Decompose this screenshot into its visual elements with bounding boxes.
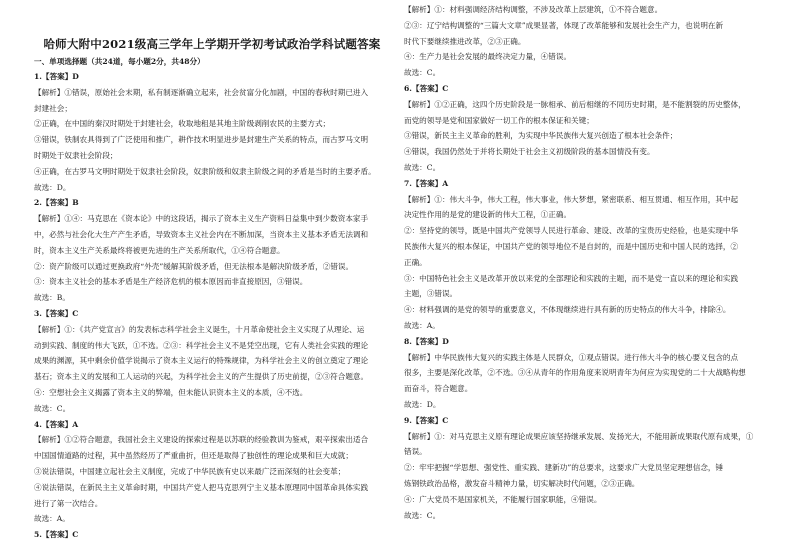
text-line: 成果的渊源，其中剩余价值学说揭示了资本主义运行的特殊规律，为科学社会主义的创立奠定了理论	[34, 356, 369, 366]
text-line: 故选：A。	[34, 514, 70, 524]
text-line: 故选：D。	[34, 182, 71, 192]
left-column	[34, 0, 390, 543]
text-line: 【解析】①：《共产党宣言》的发表标志科学社会主义诞生，十月革命使社会主义实现了从理论、运	[34, 324, 365, 334]
text-line: 故选：C。	[404, 68, 441, 78]
text-line: ③说法错误，中国建立起社会主义制度，完成了中华民族有史以来最广泛而深刻的社会变革；	[34, 466, 346, 476]
text-line: ②：坚持党的领导，既是中国共产党领导人民进行革命、建设、改革的宝贵历史经验，也是实现中华	[404, 226, 739, 236]
text-line: 故选：C。	[404, 162, 441, 172]
answer-heading: 2.【答案】B	[34, 198, 79, 208]
text-line: 动到实践、制度的伟大飞跃，①不选。②③：科学社会主义不是凭空出现，它有人类社会实践的理论	[34, 340, 369, 350]
text-line: 而党的领导是党和国家做好一切工作的根本保证和关键；	[404, 115, 594, 125]
section-heading: 一、单项选择题（共24道，每小题2分，共48分）	[34, 57, 205, 66]
text-line: 正确。	[404, 257, 427, 267]
answer-heading: 9.【答案】C	[404, 415, 449, 425]
text-line: ③：中国特色社会主义是改革开放以来党的全部理论和实践的主题，而不是党一直以来的理论和实践	[404, 273, 739, 283]
text-line: 进行了第一次结合。	[34, 498, 103, 508]
answer-heading: 3.【答案】C	[34, 308, 79, 318]
answer-heading: 4.【答案】A	[34, 419, 79, 429]
text-line: 【解析】①：伟大斗争，伟大工程，伟大事业，伟大梦想，紧密联系、相互贯通、相互作用，其中起	[404, 194, 739, 204]
text-line: 基石；资本主义的发展和工人运动的兴起，为科学社会主义的产生提供了历史前提，②③符合题意。	[34, 372, 369, 382]
text-line: 民族伟大复兴的根本保证，中国共产党的领导地位不是自封的，而是中国历史和中国人民的选择，②	[404, 241, 739, 251]
text-line: 故选：C。	[34, 403, 71, 413]
text-line: ④：材料强调的是党的领导的重要意义，不体现继续进行具有新的历史特点的伟大斗争，排除④。	[404, 305, 731, 315]
text-line: ②：资产阶级可以通过更换政府“外壳”缓解其阶级矛盾，但无法根本是解决阶级矛盾，②错误。	[34, 261, 354, 271]
left-text-block	[34, 69, 390, 543]
answer-heading: 5.【答案】C	[34, 530, 79, 540]
answer-heading: 6.【答案】C	[404, 83, 449, 93]
text-line: 很多，主要是深化改革，②不选。③④从青年的作用角度来说明青年为何应为实现党的二十大战略构想	[404, 368, 746, 378]
text-line: ③：资本主义社会的基本矛盾是生产经济危机的根本原因而非直接原因，③错误。	[34, 277, 308, 287]
text-line: ④：空想社会主义揭露了资本主义的弊端，但未能认识资本主义的本质，④不选。	[34, 387, 308, 397]
text-line: 错误。	[404, 447, 427, 457]
text-line: 封建社会；	[34, 103, 72, 113]
text-line: 主题，③错误。	[404, 289, 458, 299]
answer-heading: 7.【答案】A	[404, 178, 449, 188]
answer-heading: 8.【答案】D	[404, 336, 449, 346]
text-line: 决定性作用的是党的建设新的伟大工程，①正确。	[404, 210, 572, 220]
text-line: 时期处于奴隶社会阶段；	[34, 150, 118, 160]
text-line: 中，必然与社会化大生产产生矛盾，导致资本主义社会内在不断加深，当资本主义基本矛盾无法调和	[34, 229, 369, 239]
text-line: ②正确，在中国的秦汉时期处于封建社会，收取地租是其地主阶级剥削农民的主要方式；	[34, 119, 331, 129]
answer-heading: 1.【答案】D	[34, 72, 79, 81]
text-line: ③错误，铁制农具得到了广泛使用和推广，耕作技术明显进步是封建生产关系的特点，而古罗马文明	[34, 135, 369, 145]
text-line: 而奋斗，符合题意。	[404, 384, 473, 394]
text-line: 【解析】①：对马克思主义原有理论成果应该坚持继承发展、发扬光大，不能用新成果取代原有成果，①	[404, 431, 754, 441]
text-line: 【解析】①④：马克思在《资本论》中的这段话，揭示了资本主义生产资料日益集中到少数资本家手	[34, 214, 369, 224]
text-line: 故选：C。	[404, 510, 441, 520]
text-line: 【解析】中华民族伟大复兴的实践主体是人民群众，①观点错误。进行伟大斗争的核心要义包含的点	[404, 352, 739, 362]
text-line: 【解析】①②符合题意，我国社会主义建设的探索过程是以苏联的经验教训为鉴戒，艰辛探索出适合	[34, 435, 369, 445]
text-line: 时，资本主义生产关系最终将被更先进的生产关系所取代，①④符合题意。	[34, 245, 285, 255]
text-line: ④说法错误，在新民主主义革命时期，中国共产党人把马克思列宁主义基本原理同中国革命具体实践	[34, 482, 369, 492]
text-line: 故选：D。	[404, 399, 441, 409]
text-line: ③错误，新民主主义革命的胜利，为实现中华民族伟大复兴创造了根本社会条件；	[404, 131, 678, 141]
text-line: 【解析】①：材料强调经济结构调整，不涉及改革上层建筑，①不符合题意。	[404, 5, 663, 14]
right-column	[404, 0, 766, 523]
text-line: 故选：A。	[404, 320, 440, 330]
text-line: ④正确，在古罗马文明时期处于奴隶社会阶段，奴隶阶级和奴隶主阶级之间的矛盾是当时的主要矛盾。	[34, 166, 376, 176]
text-line: ④：广大党员不是国家机关，不能履行国家职能，④错误。	[404, 494, 602, 504]
text-line: 中国国情道路的过程，其中虽然经历了严重曲折，但还是取得了独创性的理论成果和巨大成就；	[34, 451, 353, 461]
text-line: 【解析】①错误，原始社会末期，私有制逐渐确立起来，社会贫富分化加剧，中国的春秋时期已进入	[34, 87, 369, 97]
text-line: 时代下要继续推进改革，②③正确。	[404, 36, 526, 46]
text-line: ④：生产力是社会发展的最终决定力量，④错误。	[404, 52, 572, 62]
document-title: 哈师大附中2021级高三学年上学期开学初考试政治学科试题答案	[43, 37, 381, 51]
text-line: 【解析】①②正确，这四个历史阶段是一脉相承、前后相继的不同历史时期，是不能割裂的历史整体，	[404, 99, 746, 109]
text-line: 故选：B。	[34, 293, 70, 303]
text-line: ④错误，我国仍然处于并将长期处于社会主义初级阶段的基本国情没有变。	[404, 147, 655, 157]
text-line: 炼钢铁政治品格，激发奋斗精神力量，切实解决时代问题，②③正确。	[404, 478, 640, 488]
text-line: ②③：辽宁结构调整的“三篇大文章”成果显著，体现了改革能够和发展社会生产力，也说明在新	[404, 20, 724, 30]
text-line: ②：牢牢把握“学思想、强党性、重实践、建新功”的总要求，这要求广大党员坚定理想信念，锤	[404, 463, 724, 473]
right-text-block	[404, 2, 766, 523]
